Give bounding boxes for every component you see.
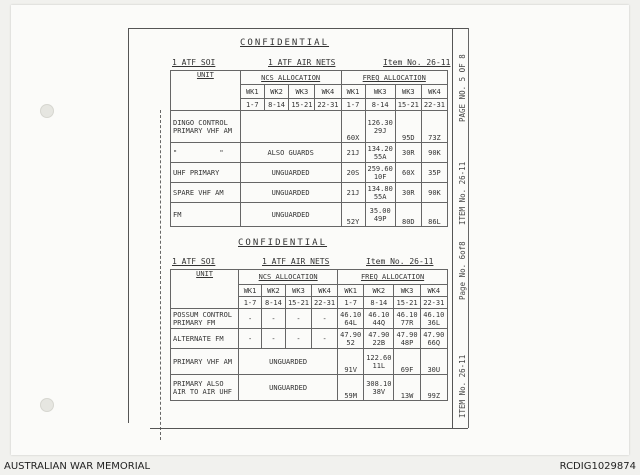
- block1-title: CONFIDENTIAL: [240, 38, 330, 48]
- archive-footer: [0, 458, 640, 475]
- side-item-number: ITEM No. 26-11: [458, 161, 467, 225]
- week-label: WK4: [312, 285, 338, 297]
- day-range: 1-7: [240, 99, 264, 111]
- freq-cell: 60X: [341, 111, 365, 143]
- unit-cell: DINGO CONTROL PRIMARY VHF AM: [171, 111, 241, 143]
- day-range: 15-21: [395, 99, 421, 111]
- freq-cell: 126.30 29J: [365, 111, 395, 143]
- day-range: 1-7: [239, 297, 262, 309]
- side-page-number-2: Page No. 6of8: [458, 241, 467, 300]
- week-label: WK1: [338, 285, 364, 297]
- frame-line: [452, 28, 453, 428]
- unit-cell: FM: [171, 203, 241, 227]
- ncs-cell: UNGUARDED: [239, 375, 338, 401]
- week-label: WK3: [285, 285, 311, 297]
- freq-cell: 134.20 55A: [365, 143, 395, 163]
- block2-item: Item No. 26-11: [366, 257, 434, 266]
- freq-cell: 60X: [395, 163, 421, 183]
- freq-cell: 46.10 44Q: [364, 309, 394, 329]
- freq-cell: 308.10 38V: [364, 375, 394, 401]
- freq-cell: 30R: [395, 143, 421, 163]
- frame-line: [150, 428, 468, 429]
- freq-cell: 47.90 66Q: [420, 329, 447, 349]
- freq-cell: 47.90 52: [338, 329, 364, 349]
- freq-header: FREQ ALLOCATION: [338, 270, 448, 285]
- freq-cell: 73Z: [421, 111, 447, 143]
- ncs-header: NCS ALLOCATION: [239, 270, 338, 285]
- block2-title: CONFIDENTIAL: [238, 238, 328, 248]
- unit-cell: PRIMARY ALSO AIR TO AIR UHF: [171, 375, 239, 401]
- unit-cell: " ": [171, 143, 241, 163]
- freq-cell: 259.60 10F: [365, 163, 395, 183]
- day-range: 22-31: [315, 99, 341, 111]
- week-label: WK2: [261, 285, 285, 297]
- freq-header: FREQ ALLOCATION: [341, 71, 448, 85]
- unit-cell: ALTERNATE FM: [171, 329, 239, 349]
- day-range: 22-31: [312, 297, 338, 309]
- freq-cell: 122.60 11L: [364, 349, 394, 375]
- ncs-cell: ALSO GUARDS: [240, 143, 341, 163]
- freq-cell: 46.10 64L: [338, 309, 364, 329]
- freq-cell: 30U: [420, 349, 447, 375]
- freq-cell: 13W: [394, 375, 420, 401]
- freq-cell: 21J: [341, 183, 365, 203]
- block2-table: [170, 269, 448, 401]
- week-label: WK1: [341, 85, 365, 99]
- frame-line: [160, 110, 161, 440]
- unit-cell: UHF PRIMARY: [171, 163, 241, 183]
- freq-cell: 86L: [421, 203, 447, 227]
- freq-cell: 47.90 22B: [364, 329, 394, 349]
- freq-cell: 35P: [421, 163, 447, 183]
- unit-cell: PRIMARY VHF AM: [171, 349, 239, 375]
- unit-cell: SPARE VHF AM: [171, 183, 241, 203]
- week-label: WK3: [395, 85, 421, 99]
- day-range: 1-7: [341, 99, 365, 111]
- day-range: 15-21: [394, 297, 420, 309]
- freq-cell: 90K: [421, 183, 447, 203]
- week-label: WK4: [421, 85, 447, 99]
- day-range: 15-21: [289, 99, 315, 111]
- day-range: 8-14: [264, 99, 289, 111]
- day-range: 8-14: [365, 99, 395, 111]
- archive-name: AUSTRALIAN WAR MEMORIAL: [4, 461, 151, 472]
- freq-cell: 21J: [341, 143, 365, 163]
- ncs-cell: -: [239, 309, 262, 329]
- freq-cell: 59M: [338, 375, 364, 401]
- week-label: WK4: [420, 285, 447, 297]
- unit-header: UNIT: [171, 270, 239, 309]
- frame-line: [128, 28, 129, 423]
- freq-cell: 35.00 49P: [365, 203, 395, 227]
- freq-cell: 80D: [395, 203, 421, 227]
- day-range: 1-7: [338, 297, 364, 309]
- week-label: WK1: [240, 85, 264, 99]
- day-range: 22-31: [420, 297, 447, 309]
- week-label: WK1: [239, 285, 262, 297]
- day-range: 8-14: [364, 297, 394, 309]
- day-range: 8-14: [261, 297, 285, 309]
- punch-hole: [40, 104, 54, 118]
- ncs-cell: -: [239, 329, 262, 349]
- freq-cell: 52Y: [341, 203, 365, 227]
- freq-cell: 91V: [338, 349, 364, 375]
- block1-net: 1 ATF AIR NETS: [268, 58, 336, 67]
- freq-cell: 99Z: [420, 375, 447, 401]
- ncs-cell: -: [261, 329, 285, 349]
- unit-cell: POSSUM CONTROL PRIMARY FM: [171, 309, 239, 329]
- ncs-cell: UNGUARDED: [240, 203, 341, 227]
- week-label: WK3: [289, 85, 315, 99]
- ncs-cell: -: [285, 309, 311, 329]
- frame-line: [128, 28, 468, 29]
- ncs-header: NCS ALLOCATION: [240, 71, 341, 85]
- freq-cell: 30R: [395, 183, 421, 203]
- day-range: 15-21: [285, 297, 311, 309]
- freq-cell: 46.10 36L: [420, 309, 447, 329]
- day-range: 22-31: [421, 99, 447, 111]
- archive-reference: RCDIG1029874: [559, 461, 636, 472]
- freq-cell: 95D: [395, 111, 421, 143]
- freq-cell: 90K: [421, 143, 447, 163]
- punch-hole: [40, 398, 54, 412]
- freq-cell: 20S: [341, 163, 365, 183]
- ncs-cell: -: [261, 309, 285, 329]
- side-page-number: PAGE NO. 5 OF 8: [458, 54, 467, 122]
- block1-item: Item No. 26-11: [383, 58, 451, 67]
- side-item-number-2: ITEM No. 26-11: [458, 354, 467, 418]
- ncs-cell: -: [285, 329, 311, 349]
- unit-header: UNIT: [171, 71, 241, 111]
- freq-cell: 69F: [394, 349, 420, 375]
- week-label: WK2: [364, 285, 394, 297]
- week-label: WK3: [394, 285, 420, 297]
- freq-cell: 46.10 77R: [394, 309, 420, 329]
- block2-net: 1 ATF AIR NETS: [262, 257, 330, 266]
- ncs-cell: UNGUARDED: [240, 163, 341, 183]
- ncs-cell: UNGUARDED: [240, 183, 341, 203]
- week-label: WK4: [315, 85, 341, 99]
- ncs-cell: UNGUARDED: [239, 349, 338, 375]
- ncs-cell: -: [312, 309, 338, 329]
- ncs-cell: [240, 111, 341, 143]
- freq-cell: 47.90 48P: [394, 329, 420, 349]
- block2-soi: 1 ATF SOI: [172, 257, 216, 266]
- ncs-cell: -: [312, 329, 338, 349]
- week-label: WK2: [264, 85, 289, 99]
- block1-soi: 1 ATF SOI: [172, 58, 216, 67]
- week-label: WK3: [365, 85, 395, 99]
- frame-line: [468, 28, 469, 428]
- freq-cell: 134.80 55A: [365, 183, 395, 203]
- block1-table: [170, 70, 448, 227]
